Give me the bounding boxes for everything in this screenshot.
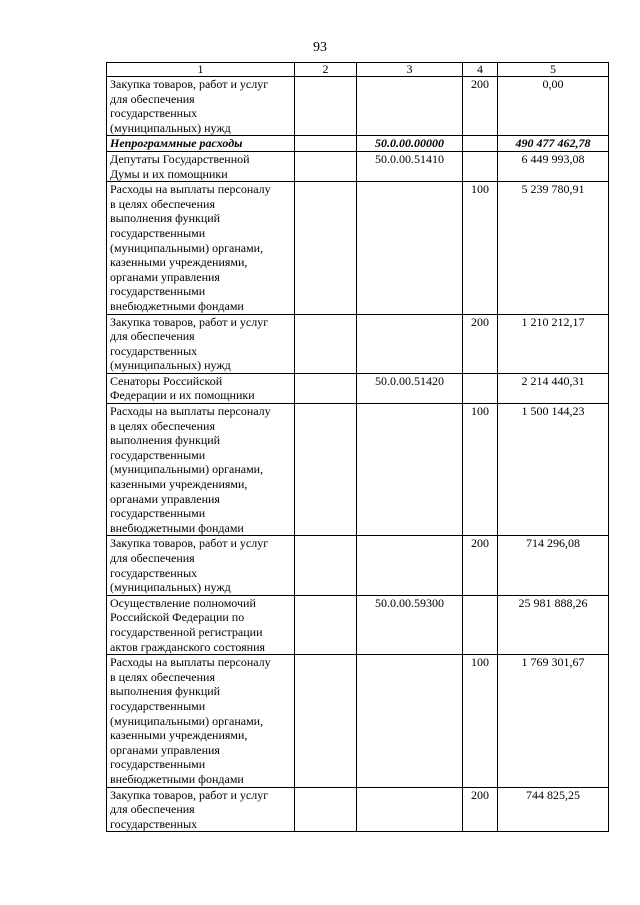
- row-section-cell: [295, 655, 357, 787]
- row-name-line: Российской Федерации по: [110, 610, 245, 625]
- table-header-row: [107, 63, 609, 77]
- row-name-line: органами управления: [110, 269, 220, 284]
- row-name-line: Закупка товаров, работ и услуг: [110, 77, 269, 91]
- row-name-line: (муниципальных) нужд: [110, 120, 231, 135]
- row-code-cell: [357, 182, 463, 314]
- row-name-line: в целях обеспечения: [110, 669, 215, 684]
- row-amount-cell: 490 477 462,78: [498, 136, 609, 152]
- row-name-line: (муниципальными) органами,: [110, 462, 264, 477]
- row-section-cell: [295, 77, 357, 136]
- row-type-cell: 200: [463, 787, 498, 832]
- row-name-line: для обеспечения: [110, 329, 195, 344]
- row-section-cell: [295, 314, 357, 373]
- row-type-cell: 100: [463, 182, 498, 314]
- table-row: [107, 536, 609, 595]
- row-name-line: внебюджетными фондами: [110, 520, 244, 535]
- row-code-cell: [357, 787, 463, 832]
- row-name-line: в целях обеспечения: [110, 196, 215, 211]
- row-code-cell: [357, 314, 463, 373]
- header-col-3: 3: [357, 63, 463, 77]
- table-row: [107, 595, 609, 654]
- table-row: [107, 182, 609, 314]
- row-name-line: государственными: [110, 757, 206, 772]
- table-row: [107, 151, 609, 181]
- row-name-cell: [107, 314, 295, 373]
- row-name-line: Депутаты Государственной: [110, 151, 250, 166]
- row-name-cell: [107, 595, 295, 654]
- row-name-line: государственных: [110, 565, 198, 580]
- row-type-cell: 200: [463, 536, 498, 595]
- row-name-line: Закупка товаров, работ и услуг: [110, 536, 269, 551]
- row-name-line: государственных: [110, 816, 198, 831]
- row-code-cell: 50.0.00.59300: [357, 595, 463, 654]
- row-amount-cell: 6 449 993,08: [498, 151, 609, 181]
- row-name-line: Думы и их помощники: [110, 166, 228, 181]
- row-name-line: Осуществление полномочий: [110, 595, 256, 610]
- row-name-line: государственными: [110, 447, 206, 462]
- row-name-line: органами управления: [110, 491, 220, 506]
- row-name-line: (муниципальных) нужд: [110, 580, 231, 595]
- row-amount-cell: 5 239 780,91: [498, 182, 609, 314]
- row-name-line: в целях обеспечения: [110, 418, 215, 433]
- row-name-cell: [107, 787, 295, 832]
- row-name-line: Расходы на выплаты персоналу: [110, 655, 271, 670]
- row-name-cell: [107, 77, 295, 136]
- row-name-line: государственных: [110, 343, 198, 358]
- row-name-line: государственной регистрации: [110, 624, 263, 639]
- row-type-cell: [463, 373, 498, 403]
- row-name-line: выполнения функций: [110, 684, 221, 699]
- row-type-cell: 200: [463, 77, 498, 136]
- row-name-line: (муниципальных) нужд: [110, 358, 231, 373]
- table-row: [107, 77, 609, 136]
- row-name-line: казенными учреждениями,: [110, 728, 248, 743]
- row-code-cell: [357, 536, 463, 595]
- row-amount-cell: 1 210 212,17: [498, 314, 609, 373]
- row-name-line: государственными: [110, 225, 206, 240]
- row-name-cell: [107, 182, 295, 314]
- row-name-cell: [107, 655, 295, 787]
- row-type-cell: [463, 151, 498, 181]
- row-type-cell: 100: [463, 404, 498, 536]
- row-name-line: казенными учреждениями,: [110, 255, 248, 270]
- row-amount-cell: 2 214 440,31: [498, 373, 609, 403]
- row-section-cell: [295, 182, 357, 314]
- table-row: [107, 136, 609, 152]
- row-name-line: (муниципальными) органами,: [110, 713, 264, 728]
- table-row: [107, 404, 609, 536]
- row-code-cell: [357, 655, 463, 787]
- table-row: [107, 314, 609, 373]
- row-amount-cell: 0,00: [498, 77, 609, 136]
- row-name-line: государственных: [110, 106, 198, 121]
- budget-table-body: [107, 63, 609, 832]
- row-type-cell: 200: [463, 314, 498, 373]
- row-code-cell: 50.0.00.51410: [357, 151, 463, 181]
- row-name-cell: [107, 373, 295, 403]
- row-name-line: Расходы на выплаты персоналу: [110, 182, 271, 197]
- row-name-line: Закупка товаров, работ и услуг: [110, 787, 269, 802]
- row-name-line: для обеспечения: [110, 91, 195, 106]
- row-name-line: выполнения функций: [110, 433, 221, 448]
- row-name-line: государственными: [110, 506, 206, 521]
- row-amount-cell: 714 296,08: [498, 536, 609, 595]
- row-name-cell: [107, 136, 295, 152]
- row-section-cell: [295, 536, 357, 595]
- row-amount-cell: 25 981 888,26: [498, 595, 609, 654]
- row-type-cell: [463, 136, 498, 152]
- row-amount-cell: 744 825,25: [498, 787, 609, 832]
- header-col-1: 1: [107, 63, 295, 77]
- row-name-line: казенными учреждениями,: [110, 477, 248, 492]
- row-name-line: выполнения функций: [110, 211, 221, 226]
- header-col-5: 5: [498, 63, 609, 77]
- row-section-cell: [295, 404, 357, 536]
- row-name-line: внебюджетными фондами: [110, 298, 244, 313]
- row-code-cell: 50.0.00.51420: [357, 373, 463, 403]
- budget-table: [106, 62, 609, 832]
- row-name-cell: [107, 536, 295, 595]
- table-row: [107, 373, 609, 403]
- row-amount-cell: 1 769 301,67: [498, 655, 609, 787]
- row-name-line: для обеспечения: [110, 802, 195, 817]
- row-section-cell: [295, 136, 357, 152]
- row-section-cell: [295, 595, 357, 654]
- row-name-line: внебюджетными фондами: [110, 771, 244, 786]
- row-amount-cell: 1 500 144,23: [498, 404, 609, 536]
- row-name-line: для обеспечения: [110, 551, 195, 565]
- row-name-line: государственными: [110, 698, 206, 713]
- row-name-line: государственными: [110, 284, 206, 299]
- table-row: [107, 655, 609, 787]
- row-section-cell: [295, 151, 357, 181]
- row-name-line: актов гражданского состояния: [110, 639, 266, 654]
- row-section-cell: [295, 373, 357, 403]
- row-name-cell: [107, 151, 295, 181]
- row-name-line: Непрограммные расходы: [110, 136, 243, 151]
- row-name-cell: [107, 404, 295, 536]
- row-type-cell: 100: [463, 655, 498, 787]
- row-name-line: (муниципальными) органами,: [110, 240, 264, 255]
- header-col-4: 4: [463, 63, 498, 77]
- row-code-cell: 50.0.00.00000: [357, 136, 463, 152]
- row-code-cell: [357, 404, 463, 536]
- row-name-line: органами управления: [110, 742, 220, 757]
- row-section-cell: [295, 787, 357, 832]
- row-name-line: Федерации и их помощники: [110, 388, 255, 403]
- row-type-cell: [463, 595, 498, 654]
- row-name-line: Расходы на выплаты персоналу: [110, 404, 271, 419]
- table-row: [107, 787, 609, 832]
- row-name-line: Сенаторы Российской: [110, 373, 223, 388]
- row-name-line: Закупка товаров, работ и услуг: [110, 314, 269, 329]
- header-col-2: 2: [295, 63, 357, 77]
- row-code-cell: [357, 77, 463, 136]
- page-number: 93: [313, 40, 327, 55]
